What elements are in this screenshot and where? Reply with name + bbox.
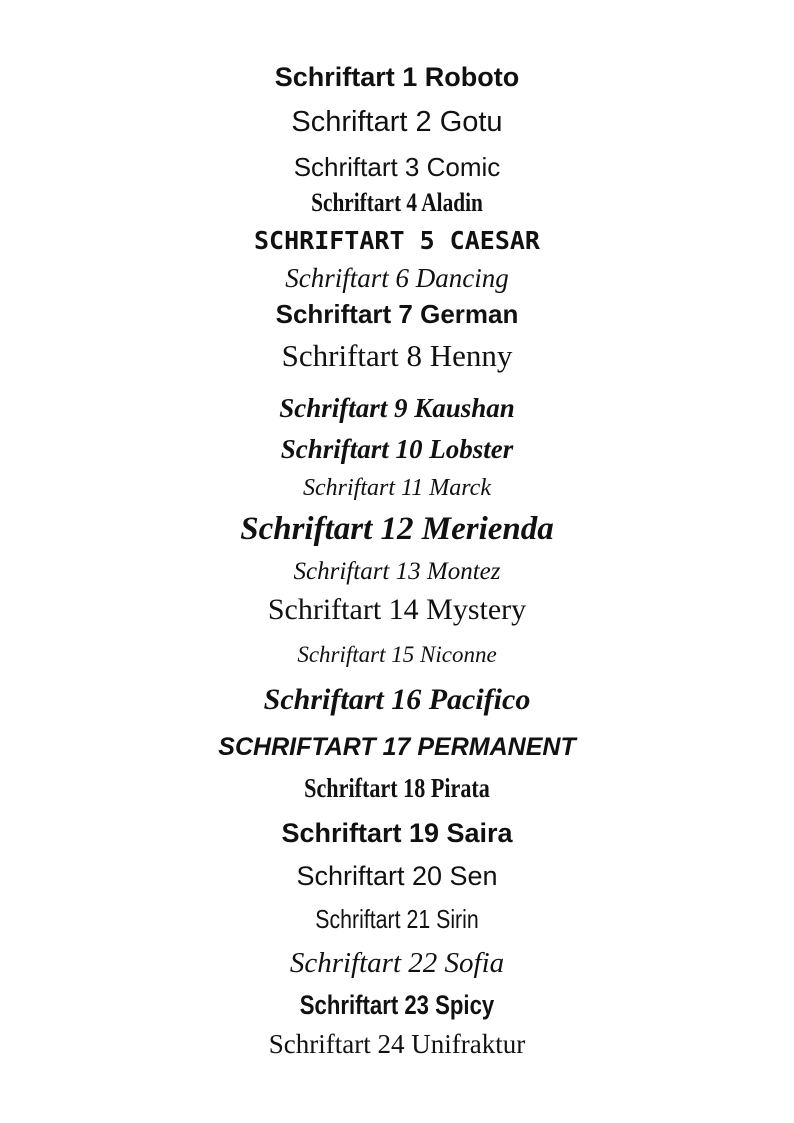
font-sample-line: Schriftart 13 Montez: [293, 558, 501, 585]
font-sample-line: Schriftart 11 Marck: [303, 475, 491, 501]
font-sample-line: SCHRIFTART 17 PERMANENT: [218, 733, 576, 761]
font-sample-line: Schriftart 3 Comic: [293, 152, 501, 182]
font-sample-line: Schriftart 4 Aladin: [311, 188, 483, 217]
font-sample-line: Schriftart 20 Sen: [296, 861, 498, 891]
font-sample-line: Schriftart 22 Sofia: [289, 947, 505, 979]
font-sample-line: Schriftart 15 Niconne: [297, 642, 497, 667]
font-sample-line: Schriftart 10 Lobster: [280, 434, 514, 464]
font-sample-line: Schriftart 6 Dancing: [285, 263, 509, 293]
font-sample-line: Schriftart 21 Sirin: [315, 904, 479, 934]
font-sample-line: Schriftart 12 Merienda: [240, 511, 554, 547]
font-sample-line: Schriftart 19 Saira: [281, 818, 513, 848]
font-sample-line: SCHRIFTART 5 CAESAR: [254, 226, 540, 255]
font-sample-line: Schriftart 16 Pacifico: [263, 683, 531, 716]
font-sample-line: Schriftart 1 Roboto: [274, 62, 520, 92]
font-sample-line: Schriftart 14 Mystery: [267, 593, 527, 626]
font-sample-line: Schriftart 8 Henny: [281, 338, 513, 373]
font-sample-line: Schriftart 7 German: [275, 299, 519, 329]
font-sample-line: Schriftart 9 Kaushan: [279, 393, 515, 423]
font-sample-line: Schriftart 2 Gotu: [291, 106, 503, 138]
font-sample-line: Schriftart 18 Pirata: [304, 773, 490, 803]
font-sample-line: Schriftart 24 Unifraktur: [268, 1029, 526, 1059]
font-sample-line: Schriftart 23 Spicy: [299, 990, 495, 1020]
